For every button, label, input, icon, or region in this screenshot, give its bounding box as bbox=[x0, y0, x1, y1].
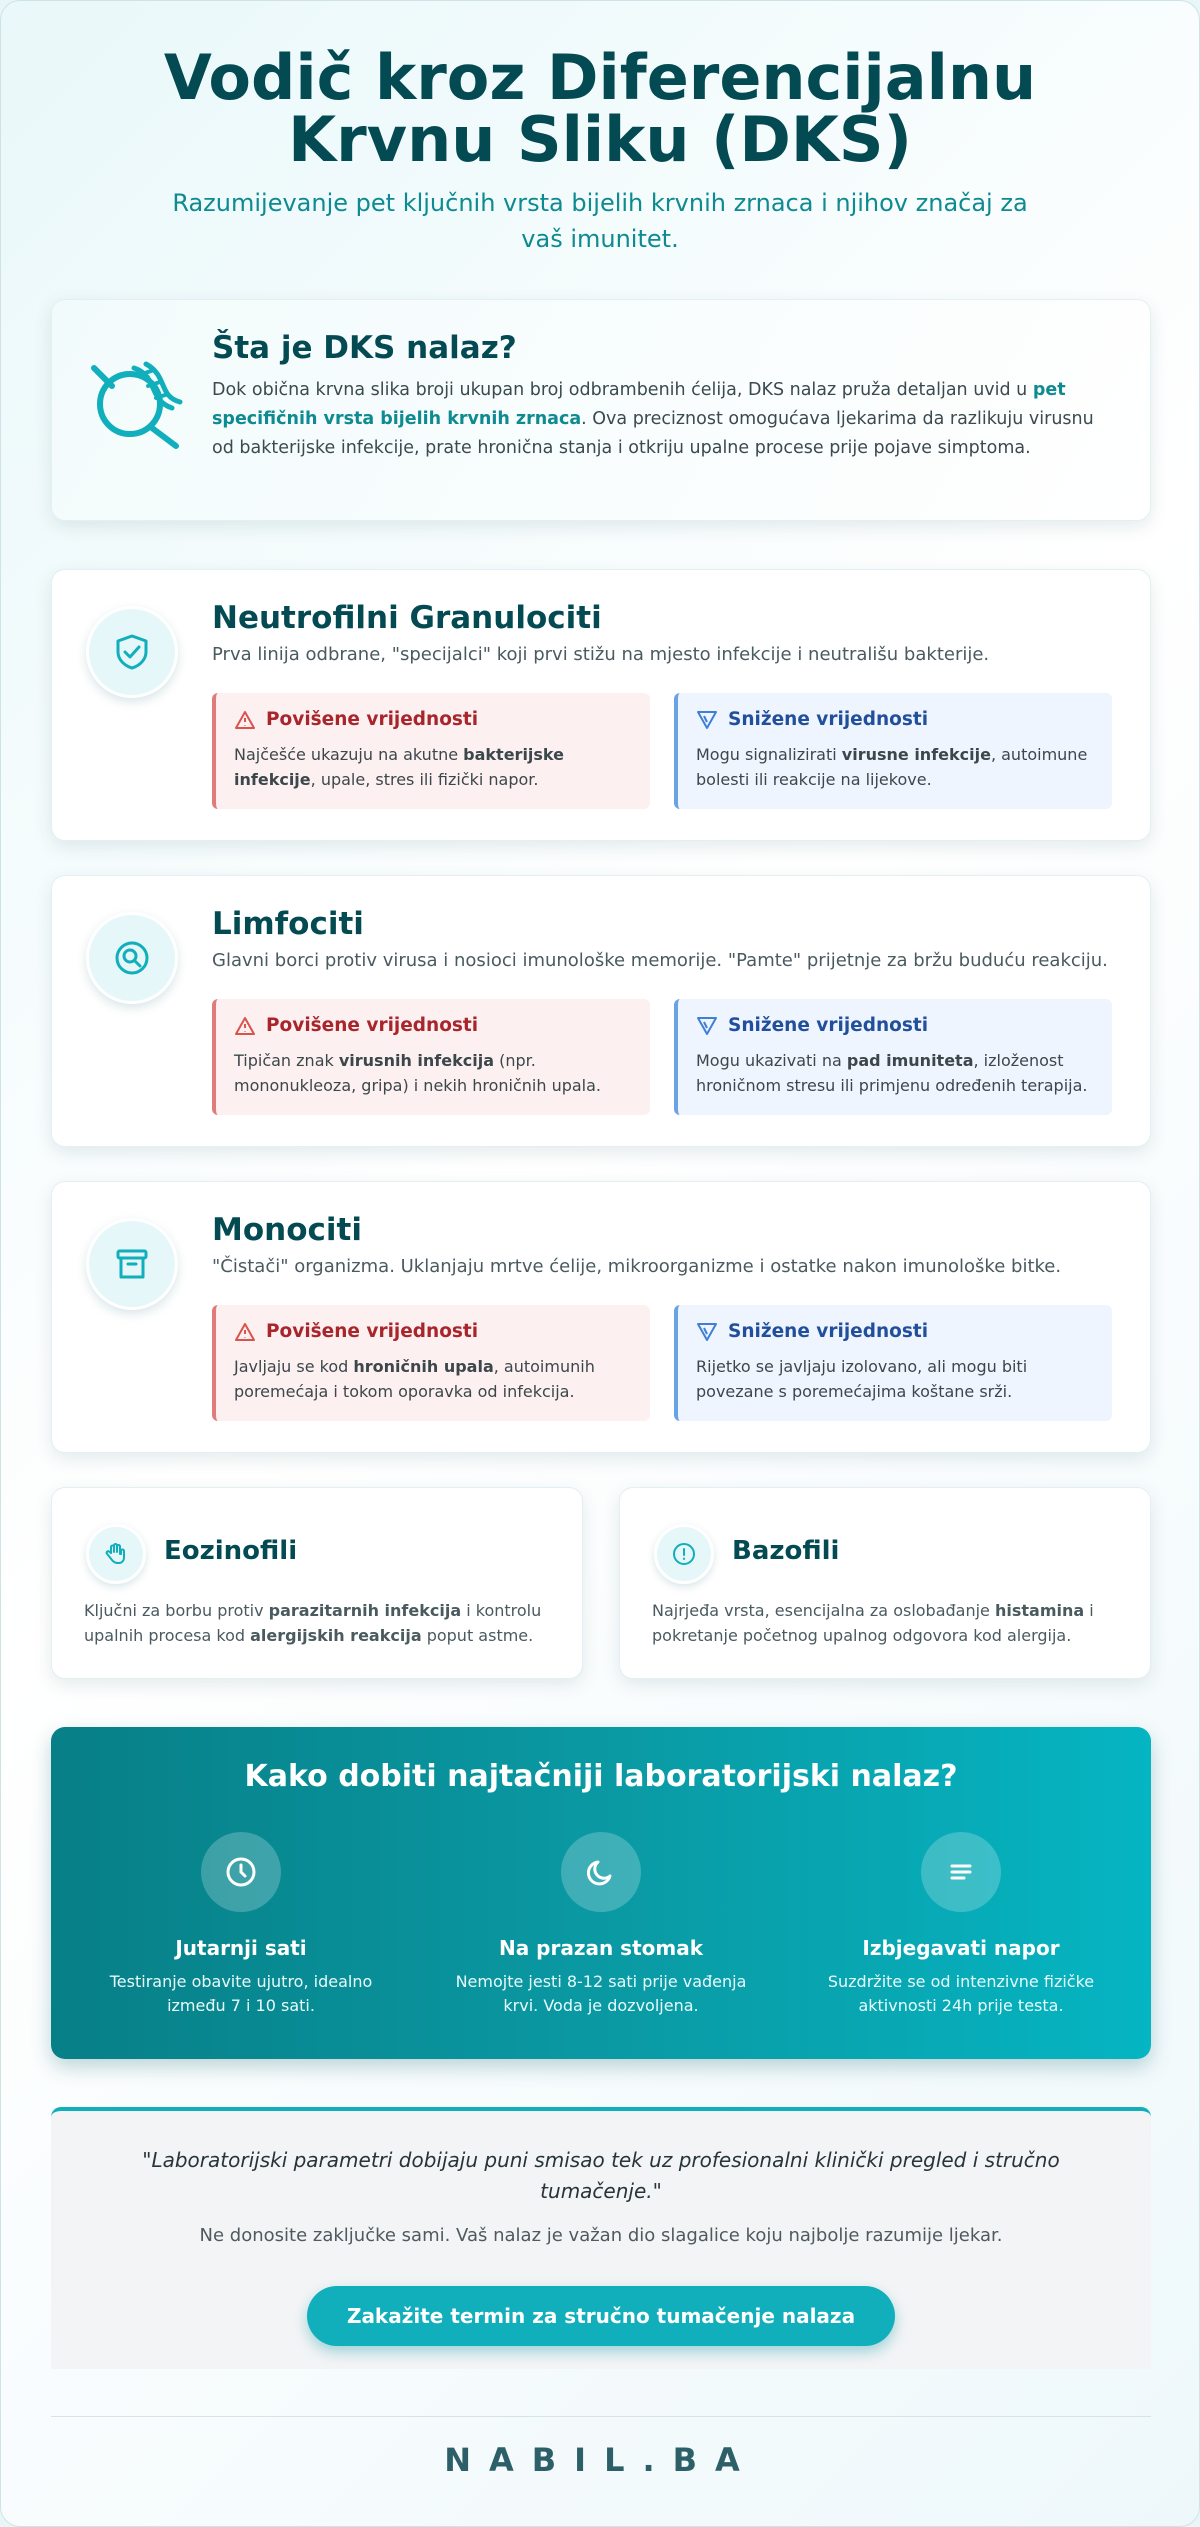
elevated-label: Povišene vrijednosti bbox=[266, 709, 479, 730]
intro-card bbox=[51, 299, 1151, 521]
warning-triangle-icon bbox=[234, 1016, 256, 1036]
reduced-values-box bbox=[674, 1305, 1112, 1421]
brand-logo: NABIL.BA bbox=[444, 2441, 758, 2479]
cell-card-limfociti bbox=[51, 875, 1151, 1147]
value-boxes bbox=[212, 999, 1112, 1115]
small-card-text bbox=[652, 1598, 1122, 1648]
intro-content bbox=[212, 330, 1112, 463]
cell-body bbox=[212, 906, 1112, 1115]
tip-text: Nemojte jesti 8-12 sati prije vađenja krvi. Voda je dozvoljena. bbox=[455, 1972, 747, 2015]
elevated-text-end: , upale, stres ili fizički napor. bbox=[310, 770, 539, 789]
elevated-text-start: Najčešće ukazuju na akutne bbox=[234, 745, 464, 764]
elevated-text-bold: virusnih infekcija bbox=[338, 1051, 494, 1070]
small-card-text bbox=[84, 1598, 554, 1648]
alert-circle-icon bbox=[654, 1524, 714, 1584]
warning-triangle-icon bbox=[234, 1322, 256, 1342]
reduced-text-bold: virusne infekcije bbox=[841, 745, 991, 764]
reduced-text-start: Mogu signalizirati bbox=[696, 745, 842, 764]
tip-title: Izbjegavati napor bbox=[862, 1936, 1060, 1960]
small-card-title: Bazofili bbox=[732, 1536, 840, 1566]
elevated-text-bold: bakterijske infekcije bbox=[234, 745, 564, 789]
text-part: poput astme. bbox=[421, 1626, 534, 1645]
reduced-header bbox=[696, 1321, 1094, 1342]
reduced-values-box bbox=[674, 693, 1112, 809]
elevated-label: Povišene vrijednosti bbox=[266, 1321, 479, 1342]
down-triangle-icon bbox=[696, 710, 718, 730]
cell-description: "Čistači" organizma. Uklanjaju mrtve ćelije, mikroorganizme i ostatke nakon imunološke bitke. bbox=[212, 1256, 1062, 1277]
reduced-text-bold: pad imuniteta bbox=[846, 1051, 974, 1070]
elevated-header bbox=[234, 709, 632, 730]
intro-text-end: . Ova preciznost omogućava ljekarima da razlikuju virusnu od bakterijske infekcije, prate hronična stanja i otkriju upalne procese prije pojave simptoma. bbox=[212, 409, 1094, 458]
moon-icon bbox=[561, 1832, 641, 1912]
elevated-header bbox=[234, 1015, 632, 1036]
tip-item bbox=[441, 1832, 761, 2018]
cell-card-bazofili bbox=[619, 1487, 1151, 1679]
tips-section bbox=[51, 1727, 1151, 2059]
archive-box-icon bbox=[86, 1218, 178, 1310]
cell-card-monociti bbox=[51, 1181, 1151, 1453]
intro-title: Šta je DKS nalaz? bbox=[212, 330, 517, 366]
reduced-text-end: , autoimune bolesti ili reakcije na lijekove. bbox=[696, 745, 1088, 789]
down-triangle-icon bbox=[696, 1322, 718, 1342]
cell-title: Limfociti bbox=[212, 906, 364, 942]
clock-icon bbox=[201, 1832, 281, 1912]
dna-magnifier-icon bbox=[88, 356, 184, 452]
elevated-values-box bbox=[212, 1305, 650, 1421]
hand-icon bbox=[86, 1524, 146, 1584]
text-bold: parazitarnih infekcija bbox=[268, 1601, 462, 1620]
warning-triangle-icon bbox=[234, 710, 256, 730]
elevated-label: Povišene vrijednosti bbox=[266, 1015, 479, 1036]
elevated-text bbox=[234, 742, 632, 792]
text-bold: alergijskih reakcija bbox=[250, 1626, 422, 1645]
text-part: Ključni za borbu protiv bbox=[84, 1601, 269, 1620]
magnifier-icon bbox=[86, 912, 178, 1004]
tip-title: Jutarnji sati bbox=[175, 1936, 307, 1960]
elevated-text bbox=[234, 1354, 632, 1404]
book-appointment-button[interactable]: Zakažite termin za stručno tumačenje nalaza bbox=[307, 2286, 895, 2346]
page-title: Vodič kroz Diferencijalnu Krvnu Sliku (DKS) bbox=[163, 41, 1037, 176]
page-subtitle: Razumijevanje pet ključnih vrsta bijelih krvnih zrnaca i njihov značaj za vaš imunitet. bbox=[172, 189, 1028, 253]
reduced-text bbox=[696, 1048, 1094, 1098]
tip-item bbox=[81, 1832, 401, 2018]
text-part: Najrjeđa vrsta, esencijalna za oslobađanje bbox=[652, 1601, 995, 1620]
elevated-text-end: (npr. mononukleoza, gripa) i nekih hroničnih upala. bbox=[234, 1051, 602, 1095]
cell-body bbox=[212, 1212, 1112, 1421]
value-boxes bbox=[212, 1305, 1112, 1421]
elevated-text-start: Tipičan znak bbox=[234, 1051, 339, 1070]
quote-text: "Laboratorijski parametri dobijaju puni smisao tek uz profesionalni klinički pregled i stručno tumačenje." bbox=[142, 2148, 1060, 2203]
cell-body bbox=[212, 600, 1112, 809]
reduced-text-start: Rijetko se javljaju izolovano, ali mogu biti povezane s poremećajima koštane srži. bbox=[696, 1357, 1028, 1401]
tip-title: Na prazan stomak bbox=[498, 1936, 704, 1960]
reduced-header bbox=[696, 1015, 1094, 1036]
elevated-text-bold: hroničnih upala bbox=[353, 1357, 494, 1376]
cell-title: Neutrofilni Granulociti bbox=[212, 600, 602, 636]
shield-check-icon bbox=[86, 606, 178, 698]
footer-divider bbox=[51, 2416, 1151, 2417]
reduced-label: Snižene vrijednosti bbox=[728, 1321, 929, 1342]
quote-section bbox=[51, 2107, 1151, 2369]
lines-icon bbox=[921, 1832, 1001, 1912]
cell-card-neutrofili bbox=[51, 569, 1151, 841]
cell-card-eozinofili bbox=[51, 1487, 583, 1679]
tip-item bbox=[801, 1832, 1121, 2018]
reduced-text bbox=[696, 742, 1094, 792]
elevated-values-box bbox=[212, 693, 650, 809]
reduced-header bbox=[696, 709, 1094, 730]
cell-title: Monociti bbox=[212, 1212, 362, 1248]
intro-text-start: Dok obična krvna slika broji ukupan broj odbrambenih ćelija, DKS nalaz pruža detaljan uvid u bbox=[212, 380, 1033, 400]
tip-text: Testiranje obavite ujutro, idealno između 7 i 10 sati. bbox=[109, 1972, 373, 2015]
elevated-header bbox=[234, 1321, 632, 1342]
cell-description: Glavni borci protiv virusa i nosioci imunološke memorije. "Pamte" prijetnje za bržu buduću reakciju. bbox=[212, 950, 1108, 971]
text-part: i kontrolu upalnih procesa kod bbox=[84, 1601, 542, 1645]
tips-title: Kako dobiti najtačniji laboratorijski nalaz? bbox=[244, 1759, 958, 1794]
tips-row bbox=[51, 1832, 1151, 2018]
cell-description: Prva linija odbrane, "specijalci" koji prvi stižu na mjesto infekcije i neutrališu bakterije. bbox=[212, 644, 990, 665]
reduced-label: Snižene vrijednosti bbox=[728, 1015, 929, 1036]
reduced-text-end: , izloženost hroničnom stresu ili primjenu određenih terapija. bbox=[696, 1051, 1088, 1095]
elevated-text bbox=[234, 1048, 632, 1098]
quote-subtext: Ne donosite zaključke sami. Vaš nalaz je važan dio slagalice koju najbolje razumije ljekar. bbox=[199, 2225, 1003, 2246]
intro-highlight: pet specifičnih vrsta bijelih krvnih zrnaca bbox=[212, 380, 1066, 429]
elevated-values-box bbox=[212, 999, 650, 1115]
down-triangle-icon bbox=[696, 1016, 718, 1036]
elevated-text-end: , autoimunih poremećaja i tokom oporavka od infekcija. bbox=[234, 1357, 595, 1401]
tip-text: Suzdržite se od intenzivne fizičke aktivnosti 24h prije testa. bbox=[827, 1972, 1095, 2015]
reduced-text-start: Mogu ukazivati na bbox=[696, 1051, 847, 1070]
reduced-values-box bbox=[674, 999, 1112, 1115]
reduced-text bbox=[696, 1354, 1094, 1404]
small-card-title: Eozinofili bbox=[164, 1536, 298, 1566]
text-bold: histamina bbox=[994, 1601, 1085, 1620]
value-boxes bbox=[212, 693, 1112, 809]
reduced-label: Snižene vrijednosti bbox=[728, 709, 929, 730]
intro-paragraph bbox=[212, 376, 1112, 463]
text-part: i pokretanje početnog upalnog odgovora kod alergija. bbox=[652, 1601, 1094, 1645]
header bbox=[1, 1, 1199, 257]
elevated-text-start: Javljaju se kod bbox=[234, 1357, 354, 1376]
